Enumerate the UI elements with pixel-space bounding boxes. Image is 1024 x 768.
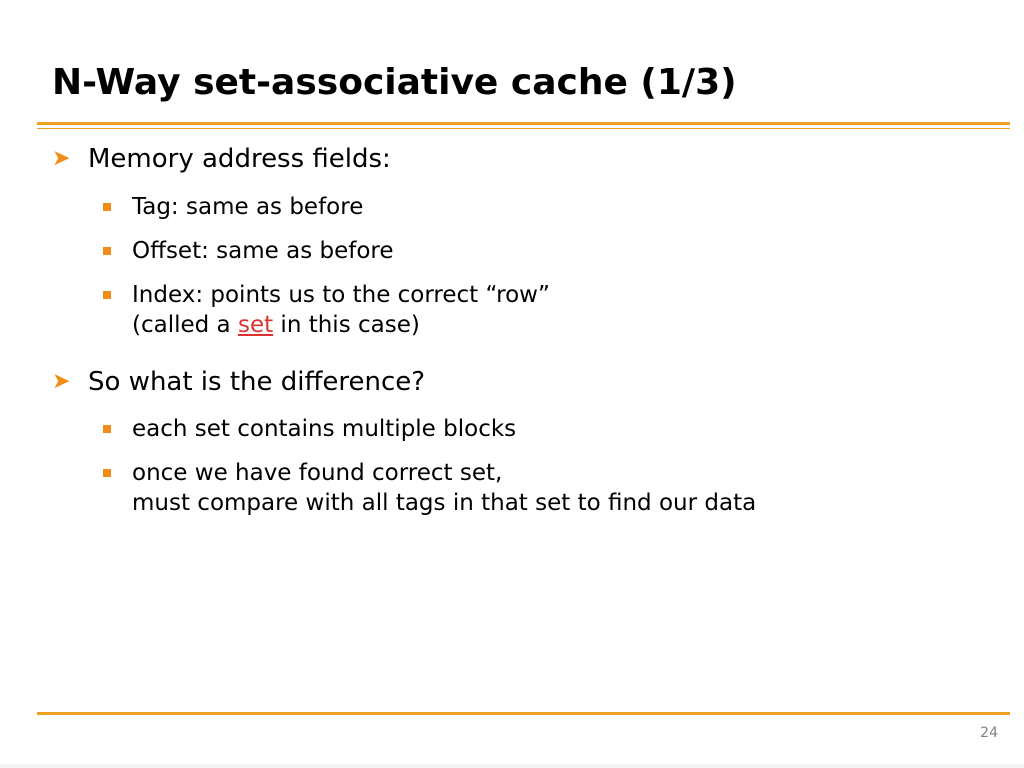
sub-bullet-compare-tags — [132, 458, 756, 518]
sub-bullet-line-2 — [132, 310, 550, 340]
arrowhead-bullet-icon: ➤ — [52, 369, 71, 394]
sub-bullet-line-2: must compare with all tags in that set to find our data — [132, 490, 757, 516]
square-bullet-icon — [103, 203, 111, 211]
sub-bullet-index — [132, 280, 550, 340]
page-number: 24 — [980, 725, 998, 741]
bullet-text: Memory address fields: — [88, 144, 391, 174]
sub-bullet-offset — [132, 236, 394, 266]
arrowhead-bullet-icon: ➤ — [52, 146, 71, 171]
square-bullet-icon — [103, 425, 111, 433]
bullet-text: So what is the difference? — [88, 367, 426, 397]
square-bullet-icon — [103, 247, 111, 255]
sub-bullet-text: Offset: same as before — [132, 238, 394, 264]
bullet-memory-address-fields — [52, 142, 391, 176]
sub-bullet-text-after: in this case) — [273, 312, 420, 338]
highlighted-term-set: set — [237, 312, 274, 338]
sub-bullet-text-before: (called a — [132, 312, 238, 338]
bullet-difference — [52, 365, 426, 399]
square-bullet-icon — [103, 469, 111, 477]
sub-bullet-text: each set contains multiple blocks — [132, 416, 517, 442]
sub-bullet-line-1: Index: points us to the correct “row” — [132, 282, 550, 308]
sub-bullet-multiple-blocks — [132, 414, 516, 444]
sub-bullet-text: Tag: same as before — [132, 194, 364, 220]
square-bullet-icon — [103, 291, 111, 299]
footer-rule — [37, 712, 1010, 715]
slide-title: N-Way set-associative cache (1/3) — [52, 62, 737, 103]
sub-bullet-tag — [132, 192, 363, 222]
footer-band — [0, 764, 1024, 768]
sub-bullet-line-1: once we have found correct set, — [132, 460, 503, 486]
